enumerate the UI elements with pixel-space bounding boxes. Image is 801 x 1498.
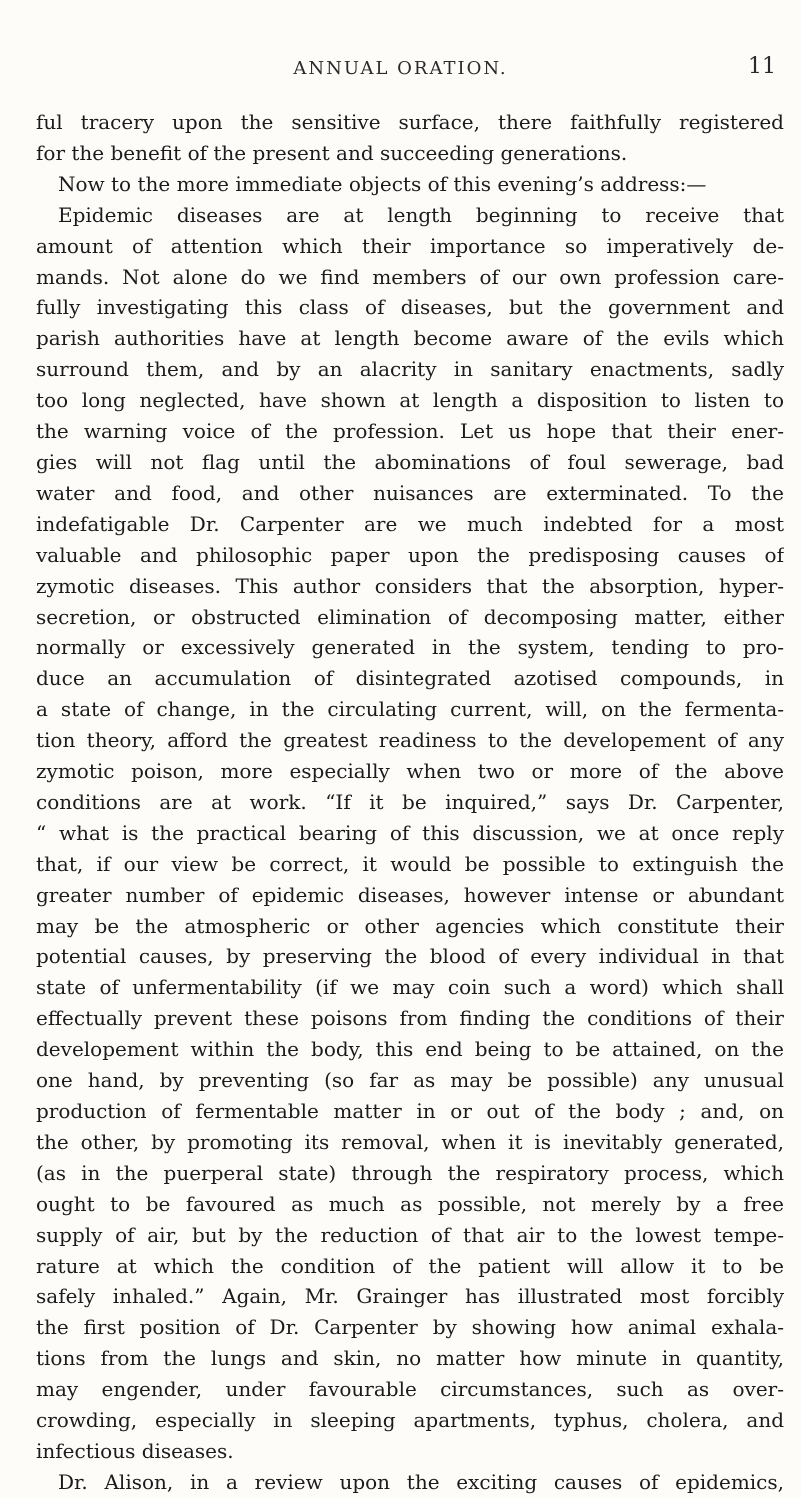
- page-number: 11: [748, 54, 776, 79]
- text-line: “ what is the practical bearing of this discussion, we at once reply: [36, 820, 784, 845]
- text-line: one hand, by preventing (so far as may be possible) any unusual: [36, 1068, 784, 1093]
- text-line: may be the atmospheric or other agencies which constitute their: [36, 913, 784, 938]
- text-line: parish authorities have at length become aware of the evils which: [36, 326, 784, 351]
- text-line: a state of change, in the circulating current, will, on the fermenta-: [36, 697, 784, 722]
- text-line: fully investigating this class of diseases, but the government and: [36, 295, 784, 320]
- text-line: too long neglected, have shown at length a disposition to listen to: [36, 388, 784, 413]
- text-line: surround them, and by an alacrity in sanitary enactments, sadly: [36, 357, 784, 382]
- text-line: Epidemic diseases are at length beginning to receive that: [58, 202, 784, 227]
- text-line: may engender, under favourable circumstances, such as over-: [36, 1377, 784, 1402]
- text-line: mands. Not alone do we find members of our own profession care-: [36, 264, 784, 289]
- text-line: for the benefit of the present and succeeding generations.: [36, 140, 628, 165]
- text-line: that, if our view be correct, it would be possible to extinguish the: [36, 851, 784, 876]
- text-line: state of unfermentability (if we may coin such a word) which shall: [36, 975, 784, 1000]
- text-line: Dr. Alison, in a review upon the exciting causes of epidemics,: [58, 1469, 784, 1494]
- text-line: zymotic diseases. This author considers that the absorption, hyper-: [36, 573, 784, 598]
- text-line: conditions are at work. “If it be inquired,” says Dr. Carpenter,: [36, 789, 784, 814]
- text-line: valuable and philosophic paper upon the predisposing causes of: [36, 542, 784, 567]
- text-line: ful tracery upon the sensitive surface, there faithfully registered: [36, 110, 784, 134]
- text-line: ought to be favoured as much as possible, not merely by a free: [36, 1191, 784, 1216]
- text-line: crowding, especially in sleeping apartments, typhus, cholera, and: [36, 1408, 784, 1433]
- text-line: (as in the puerperal state) through the respiratory process, which: [36, 1160, 784, 1185]
- text-line: the warning voice of the profession. Let us hope that their ener-: [36, 419, 784, 444]
- text-line: the first position of Dr. Carpenter by showing how animal exhala-: [36, 1315, 784, 1340]
- text-line: Now to the more immediate objects of this evening’s address:—: [58, 171, 707, 196]
- text-line: production of fermentable matter in or out of the body ; and, on: [36, 1099, 784, 1123]
- body-text: [36, 107, 784, 1498]
- text-line: rature at which the condition of the patient will allow it to be: [36, 1253, 784, 1278]
- text-line: duce an accumulation of disintegrated azotised compounds, in: [36, 666, 784, 691]
- text-line: tion theory, afford the greatest readiness to the developement of any: [36, 728, 784, 753]
- text-line: water and food, and other nuisances are exterminated. To the: [36, 480, 784, 505]
- text-line: effectually prevent these poisons from finding the conditions of their: [36, 1006, 784, 1031]
- text-line: tions from the lungs and skin, no matter how minute in quantity,: [36, 1346, 784, 1371]
- text-line: zymotic poison, more especially when two or more of the above: [36, 759, 784, 784]
- text-line: developement within the body, this end being to be attained, on the: [36, 1037, 784, 1062]
- text-line: supply of air, but by the reduction of that air to the lowest tempe-: [36, 1222, 784, 1247]
- text-line: indefatigable Dr. Carpenter are we much indebted for a most: [36, 511, 784, 536]
- running-title: ANNUAL ORATION.: [293, 58, 508, 79]
- text-line: potential causes, by preserving the blood of every individual in that: [36, 944, 784, 969]
- text-line: secretion, or obstructed elimination of decomposing matter, either: [36, 604, 784, 629]
- text-line: infectious diseases.: [36, 1438, 234, 1463]
- text-line: the other, by promoting its removal, when it is inevitably generated,: [36, 1129, 784, 1154]
- text-line: normally or excessively generated in the system, tending to pro-: [36, 635, 784, 660]
- text-line: safely inhaled.” Again, Mr. Grainger has illustrated most forcibly: [36, 1284, 784, 1309]
- text-line: gies will not flag until the abominations of foul sewerage, bad: [36, 449, 784, 474]
- text-line: amount of attention which their importance so imperatively de-: [36, 233, 784, 258]
- text-line: greater number of epidemic diseases, however intense or abundant: [36, 882, 784, 907]
